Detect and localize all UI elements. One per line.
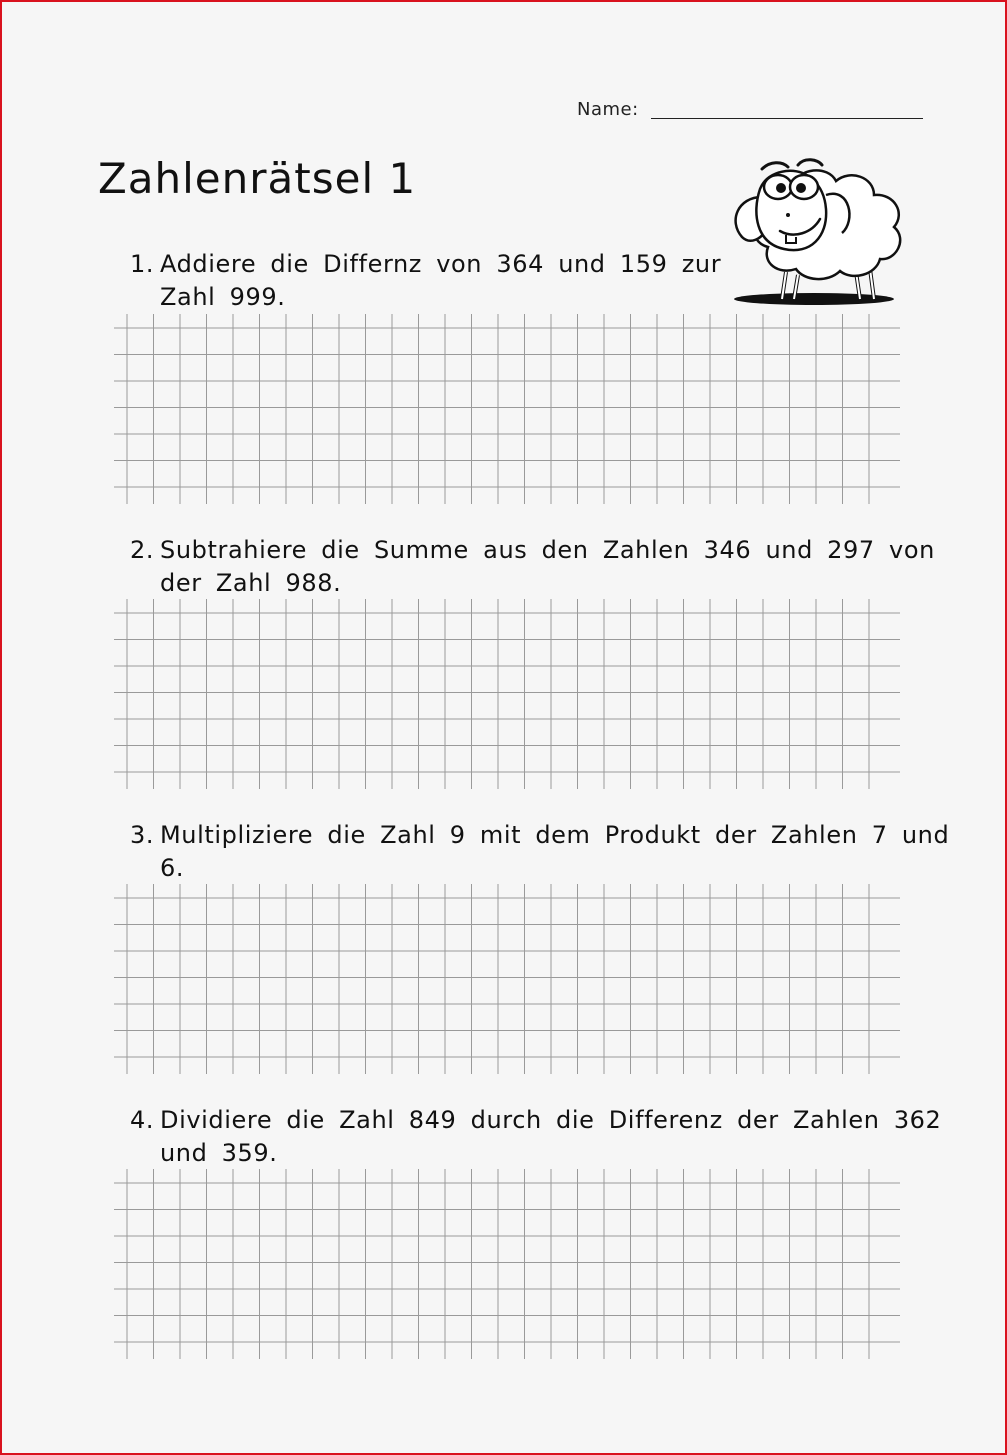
task-3-line-1: Multipliziere die Zahl 9 mit dem Produkt der Zahlen 7 und	[160, 821, 950, 849]
task-2-line-2: der Zahl 988.	[160, 569, 342, 597]
task-3-text	[130, 819, 949, 885]
task-2-text	[130, 534, 935, 600]
task-2-answer-grid[interactable]	[114, 599, 900, 789]
sheep-icon	[724, 147, 914, 312]
task-1-line-2: Zahl 999.	[160, 283, 286, 311]
task-2-line-1: Subtrahiere die Summe aus den Zahlen 346 und 297 von	[160, 536, 935, 564]
task-1-text	[130, 248, 721, 314]
name-label: Name:	[577, 99, 639, 120]
page-title: Zahlenrätsel 1	[98, 154, 417, 203]
task-4-line-1: Dividiere die Zahl 849 durch die Differenz der Zahlen 362	[160, 1106, 942, 1134]
task-4-answer-grid[interactable]	[114, 1169, 900, 1359]
name-write-line[interactable]	[651, 118, 923, 119]
task-3-answer-grid[interactable]	[114, 884, 900, 1074]
name-field-row	[577, 99, 923, 120]
task-1-answer-grid[interactable]	[114, 314, 900, 504]
task-3-number: 3.	[130, 821, 155, 849]
task-4-text	[130, 1104, 941, 1170]
task-4-line-2: und 359.	[160, 1139, 278, 1167]
task-4-number: 4.	[130, 1106, 155, 1134]
task-1-line-1: Addiere die Differnz von 364 und 159 zur	[160, 250, 722, 278]
task-3-line-2: 6.	[160, 854, 185, 882]
task-2-number: 2.	[130, 536, 155, 564]
task-1-number: 1.	[130, 250, 155, 278]
